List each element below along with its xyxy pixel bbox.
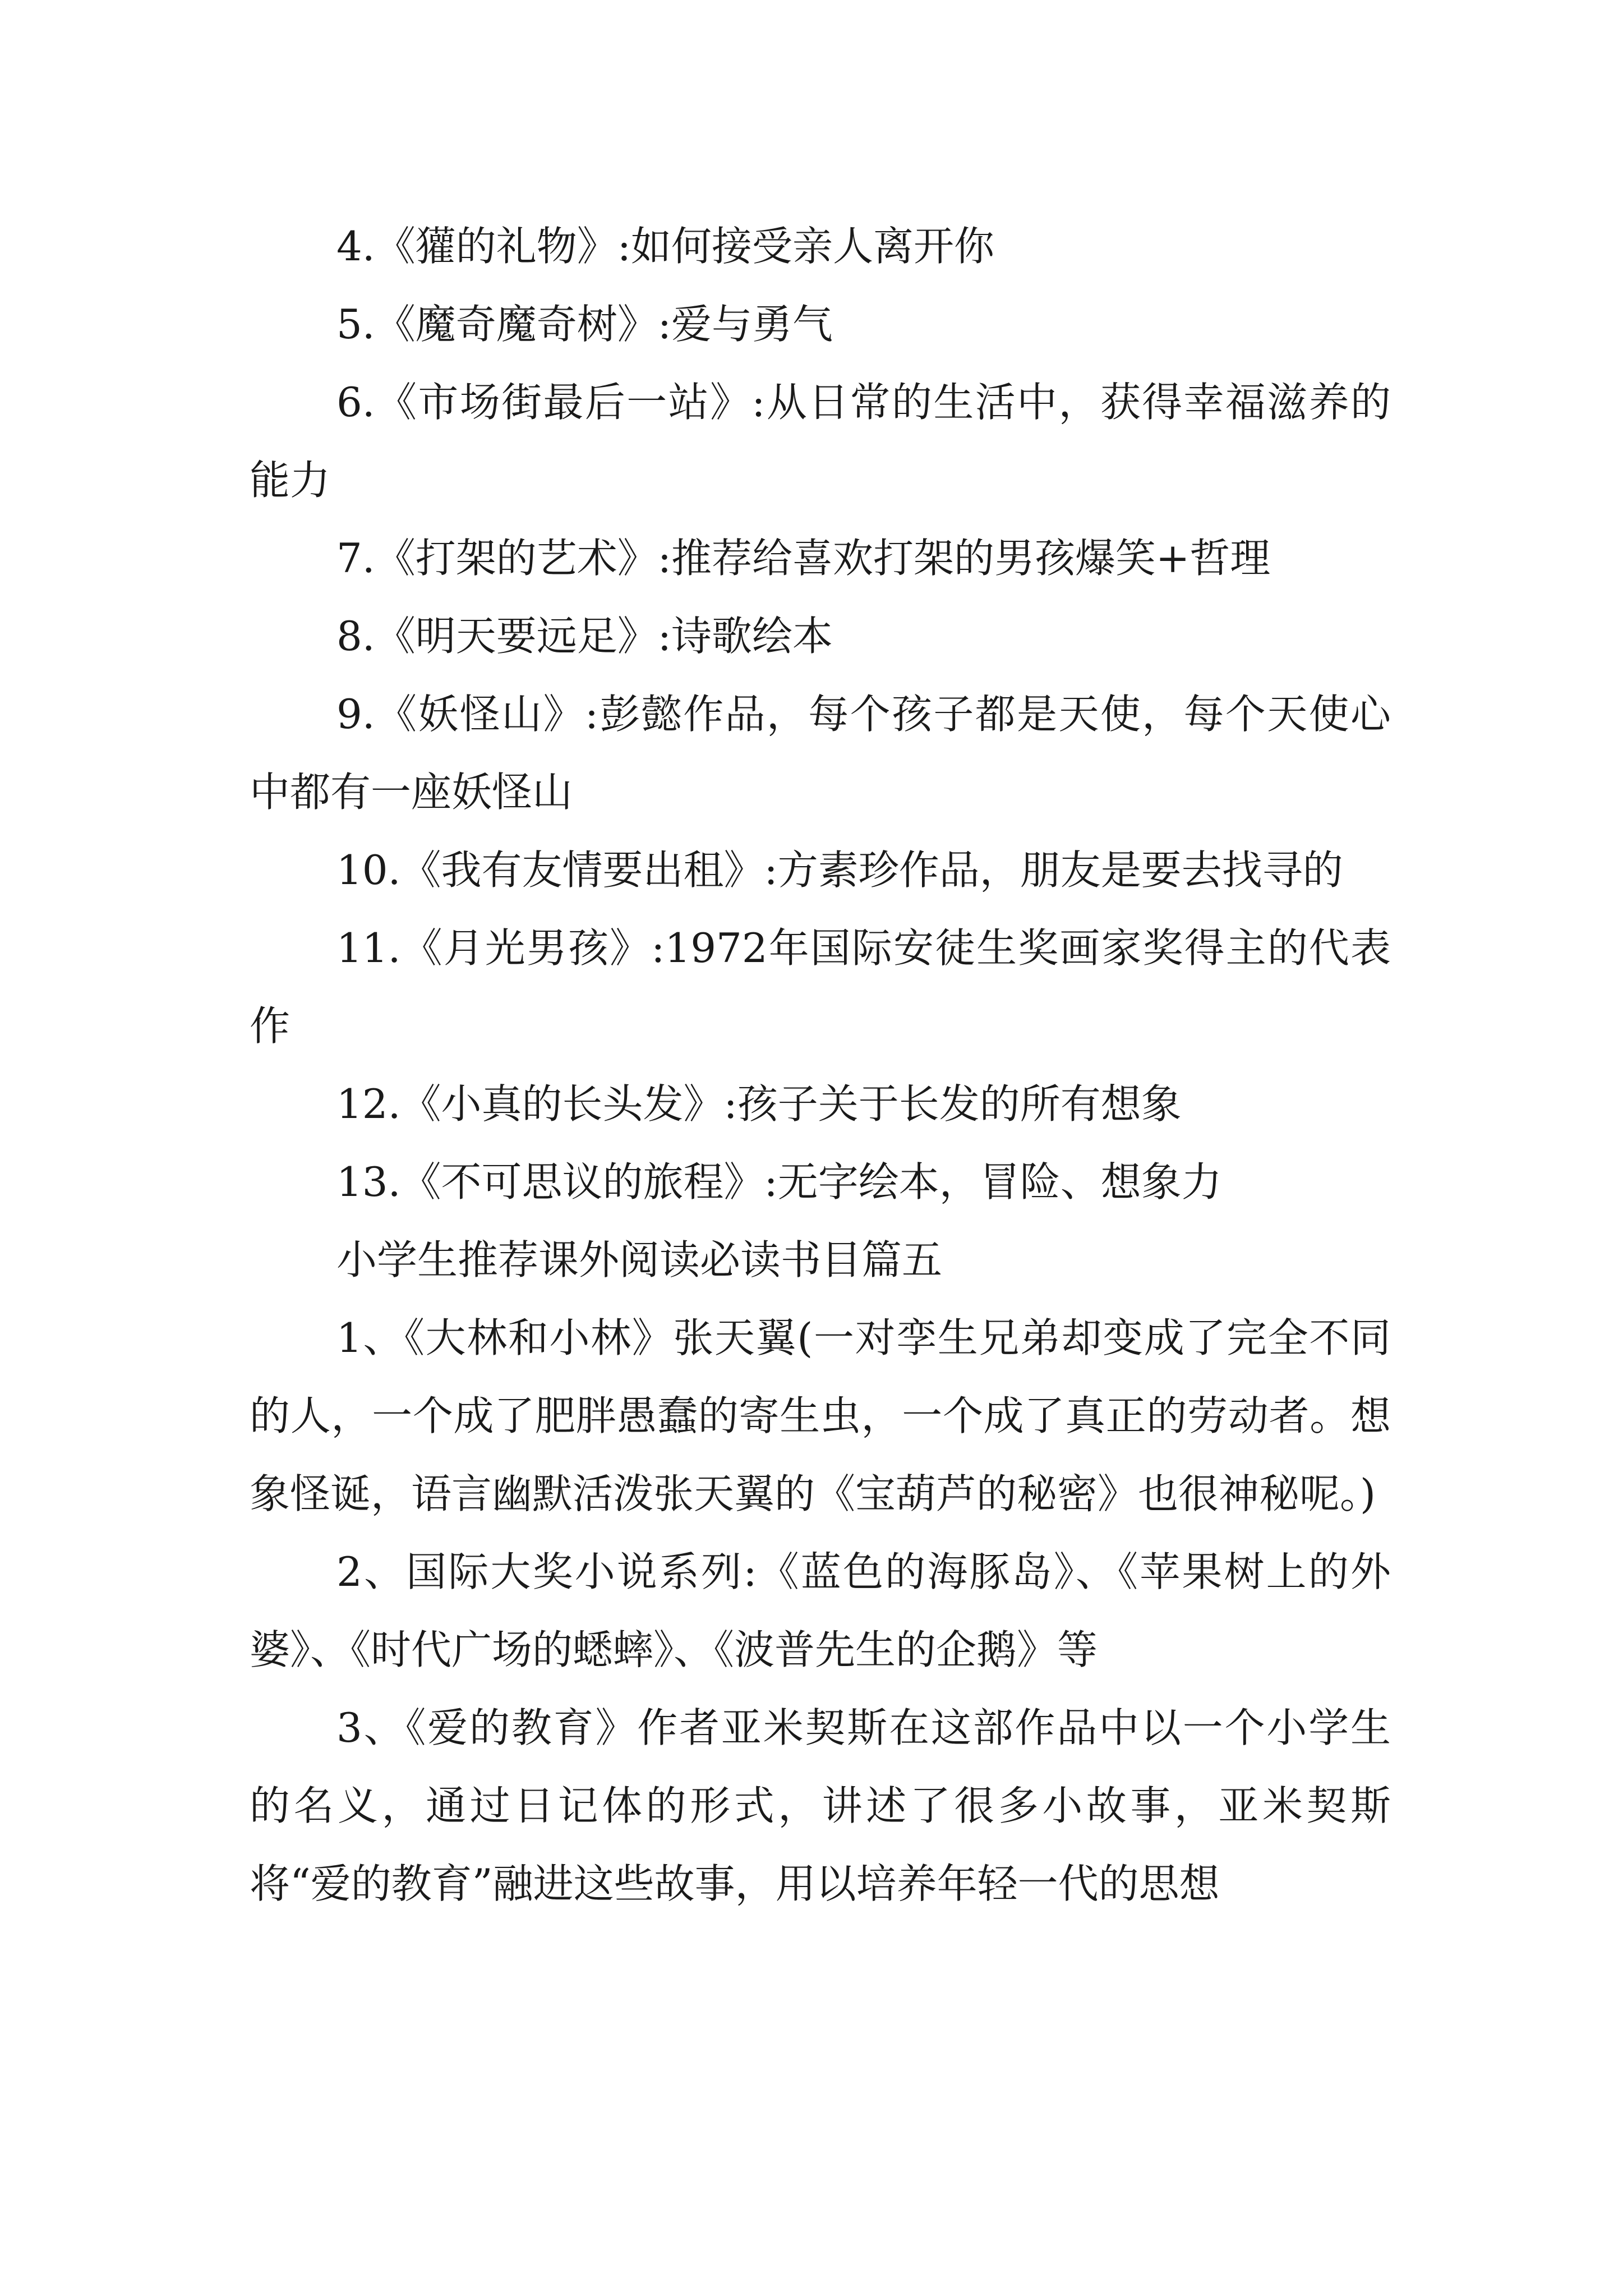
list-item-13: 13.《不可思议的旅程》:无字绘本，冒险、想象力 [336,1158,1222,1205]
list-item-6: 6.《市场街最后一站》:从日常的生活中，获得幸福滋养的能力 [250,379,1391,504]
list-item-10: 10.《我有友情要出租》:方素珍作品，朋友是要去找寻的 [336,846,1343,894]
list-item-5: 5.《魔奇魔奇树》:爱与勇气 [336,301,833,348]
section-heading: 小学生推荐课外阅读必读书目篇五 [336,1236,943,1283]
book-entry-3: 3、《爱的教育》作者亚米契斯在这部作品中以一个小学生的名义，通过日记体的形式，讲述了很多小故事，亚米契斯将“爱的教育”融进这些故事，用以培养年轻一代的思想 [250,1704,1391,1907]
book-entry-1: 1、《大林和小林》张天翼(一对孪生兄弟却变成了完全不同的人，一个成了肥胖愚蠢的寄生虫，一个成了真正的劳动者。想象怪诞，语言幽默活泼张天翼的《宝葫芦的秘密》也很神秘呢。) [250,1314,1391,1517]
list-item-12: 12.《小真的长头发》:孩子关于长发的所有想象 [336,1080,1182,1128]
list-item-7: 7.《打架的艺术》:推荐给喜欢打架的男孩爆笑+哲理 [336,535,1271,582]
list-item-4: 4.《獾的礼物》:如何接受亲人离开你 [336,223,994,270]
list-item-8: 8.《明天要远足》:诗歌绘本 [336,613,833,660]
book-entry-2: 2、国际大奖小说系列:《蓝色的海豚岛》、《苹果树上的外婆》、《时代广场的蟋蟀》、《波普先生的企鹅》等 [250,1548,1391,1673]
document-body [250,208,1391,1923]
list-item-9: 9.《妖怪山》:彭懿作品，每个孩子都是天使，每个天使心中都有一座妖怪山 [250,691,1391,816]
list-item-11: 11.《月光男孩》:1972年国际安徒生奖画家奖得主的代表作 [250,924,1391,1050]
